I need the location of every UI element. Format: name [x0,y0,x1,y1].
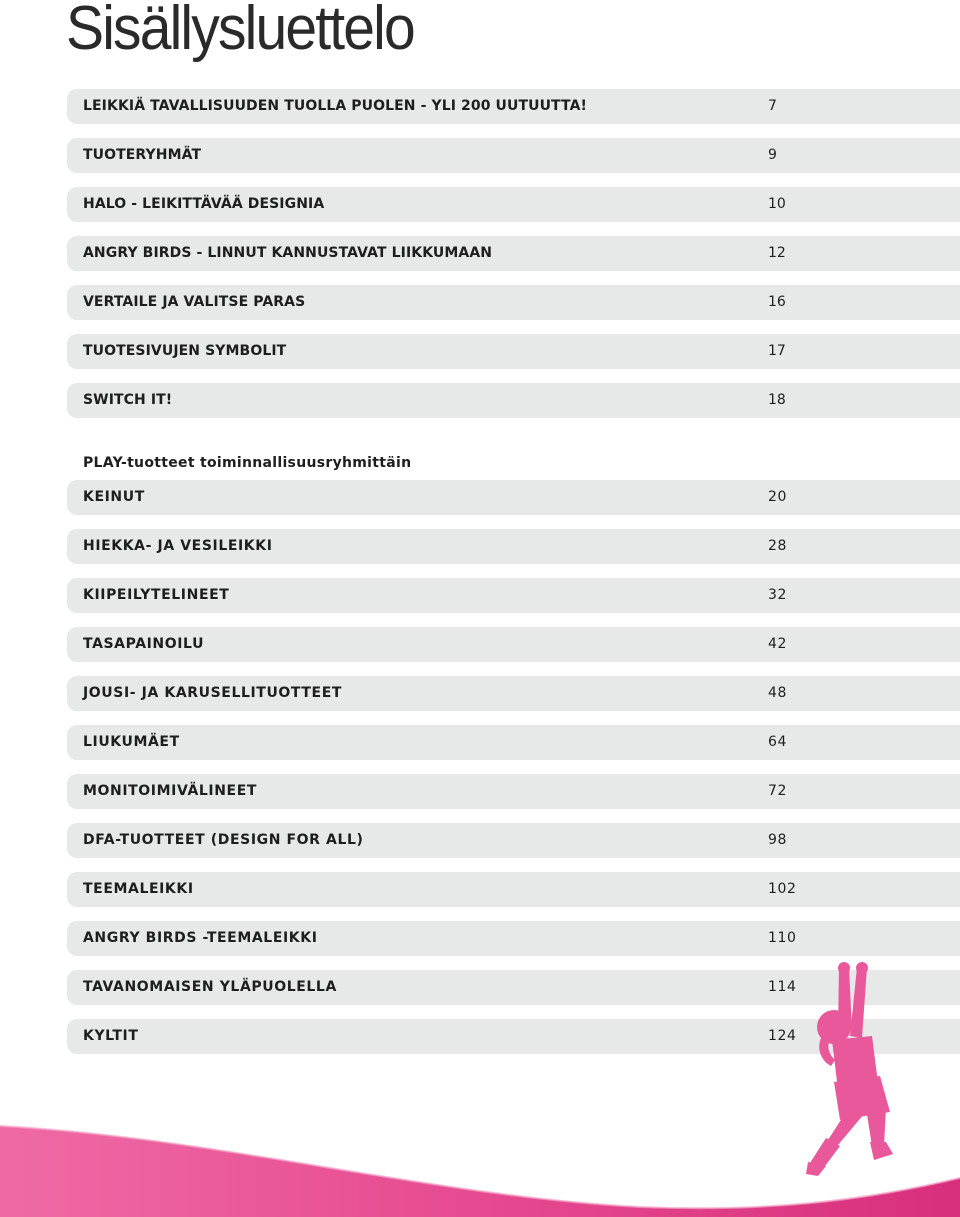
toc-entry-label: SWITCH IT! [83,392,173,408]
toc-entry-label: JOUSI- JA KARUSELLITUOTTEET [83,685,343,701]
toc-page-number: 32 [768,587,788,603]
toc-entry-label: LEIKKIÄ TAVALLISUUDEN TUOLLA PUOLEN - YLI 200 UUTUUTTA! [83,98,587,114]
toc-page-number: 64 [768,734,788,750]
toc-entry-label: LIUKUMÄET [83,734,180,750]
toc-page-number: 10 [768,196,786,212]
toc-page-number: 72 [768,783,788,799]
toc-page-number: 48 [768,685,788,701]
toc-page-number: 114 [768,979,797,995]
toc-page-number: 12 [768,245,786,261]
toc-page-number: 42 [768,636,788,652]
toc-entry-label: HIEKKA- JA VESILEIKKI [83,538,273,554]
toc-entry-label: TAVANOMAISEN YLÄPUOLELLA [83,979,337,995]
toc-page-number: 28 [768,538,788,554]
toc-entry-label: KEINUT [83,489,145,505]
toc-entry-label: TEEMALEIKKI [83,881,194,897]
toc-entry-label: TUOTESIVUJEN SYMBOLIT [83,343,287,359]
toc-entry-label: TASAPAINOILU [83,636,205,652]
toc-entry-label: KIIPEILYTELINEET [83,587,230,603]
toc-page-number: 102 [768,881,797,897]
toc-entry-label: VERTAILE JA VALITSE PARAS [83,294,306,310]
toc-page-number: 20 [768,489,788,505]
toc-page-number: 110 [768,930,797,946]
toc-entry-label: ANGRY BIRDS - LINNUT KANNUSTAVAT LIIKKUMAAN [83,245,493,261]
page-title: Sisällysluettelo [66,0,414,63]
toc-entry-label: MONITOIMIVÄLINEET [83,783,258,799]
jumping-girl-silhouette [806,962,893,1176]
toc-entry-label: TUOTERYHMÄT [83,147,202,163]
toc-page-number: 124 [768,1028,797,1044]
section-heading: PLAY-tuotteet toiminnallisuusryhmittäin [83,455,412,471]
toc-page-number: 17 [768,343,786,359]
toc-page-number: 98 [768,832,788,848]
toc-page-number: 9 [768,147,777,163]
toc-page-number: 16 [768,294,786,310]
toc-entry-label: KYLTIT [83,1028,139,1044]
toc-entry-label: HALO - LEIKITTÄVÄÄ DESIGNIA [83,196,325,212]
toc-page-number: 7 [768,98,777,114]
toc-entry-label: DFA-TUOTTEET (DESIGN FOR ALL) [83,832,364,848]
toc-page-number: 18 [768,392,786,408]
toc-entry-label: ANGRY BIRDS -TEEMALEIKKI [83,930,318,946]
